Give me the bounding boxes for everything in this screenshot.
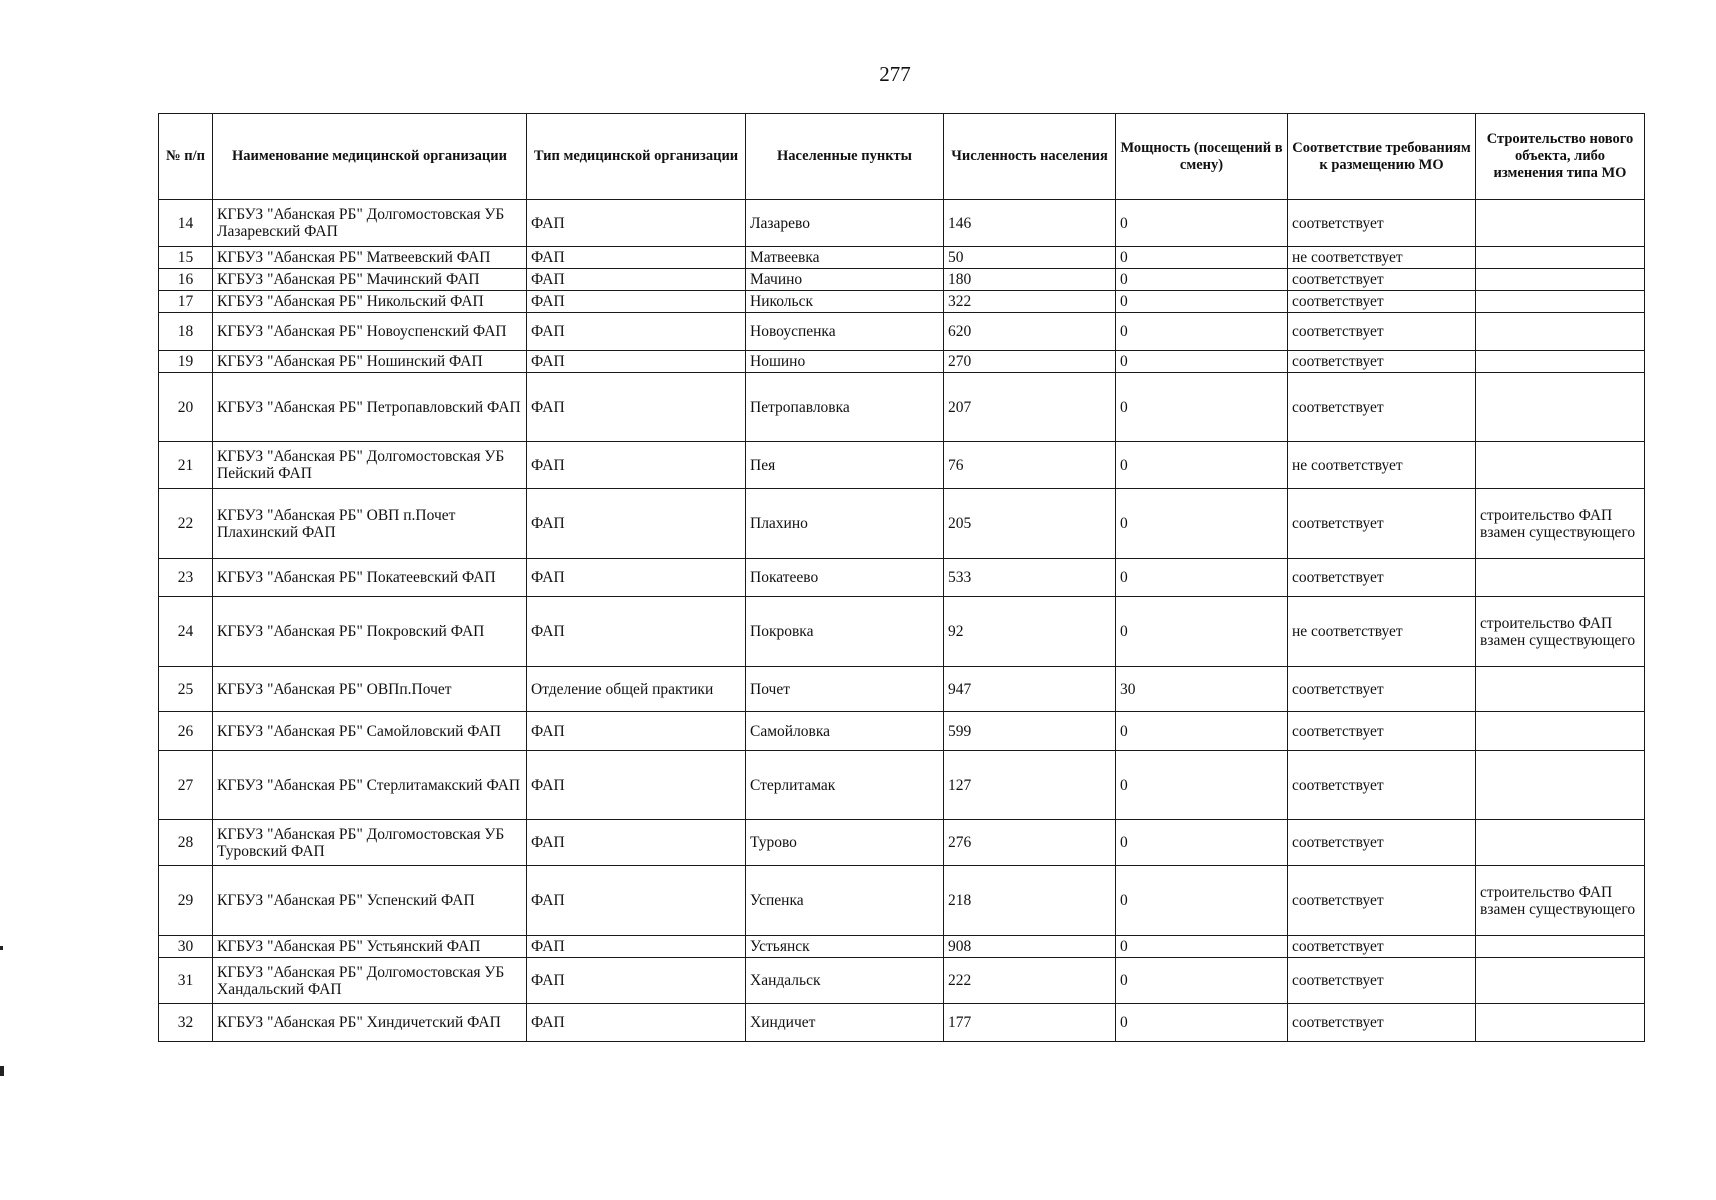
cell-capacity: 0 [1116, 200, 1288, 247]
cell-num: 22 [159, 489, 213, 559]
cell-num: 25 [159, 667, 213, 712]
cell-population: 146 [944, 200, 1116, 247]
cell-name: КГБУЗ "Абанская РБ" ОВП п.Почет Плахинский ФАП [213, 489, 527, 559]
cell-num: 20 [159, 373, 213, 442]
cell-num: 14 [159, 200, 213, 247]
cell-population: 947 [944, 667, 1116, 712]
cell-construction: строительство ФАП взамен существующего [1476, 597, 1645, 667]
cell-name: КГБУЗ "Абанская РБ" Устьянский ФАП [213, 936, 527, 958]
cell-name: КГБУЗ "Абанская РБ" Долгомостовская УБ Хандальский ФАП [213, 958, 527, 1004]
cell-population: 533 [944, 559, 1116, 597]
header-compliance: Соответствие требованиям к размещению МО [1288, 114, 1476, 200]
cell-type: ФАП [527, 291, 746, 313]
cell-type: ФАП [527, 442, 746, 489]
cell-population: 50 [944, 247, 1116, 269]
table-row [159, 866, 1645, 936]
cell-locality: Мачино [746, 269, 944, 291]
cell-num: 29 [159, 866, 213, 936]
header-capacity: Мощность (посещений в смену) [1116, 114, 1288, 200]
table-row [159, 291, 1645, 313]
cell-capacity: 0 [1116, 820, 1288, 866]
cell-name: КГБУЗ "Абанская РБ" Петропавловский ФАП [213, 373, 527, 442]
cell-capacity: 0 [1116, 712, 1288, 751]
cell-name: КГБУЗ "Абанская РБ" Никольский ФАП [213, 291, 527, 313]
cell-construction [1476, 313, 1645, 351]
table-row [159, 489, 1645, 559]
table-row [159, 820, 1645, 866]
cell-capacity: 0 [1116, 247, 1288, 269]
cell-type: ФАП [527, 559, 746, 597]
table-row [159, 351, 1645, 373]
cell-capacity: 30 [1116, 667, 1288, 712]
cell-num: 31 [159, 958, 213, 1004]
cell-name: КГБУЗ "Абанская РБ" Долгомостовская УБ Лазаревский ФАП [213, 200, 527, 247]
cell-compliance: соответствует [1288, 489, 1476, 559]
table-row [159, 269, 1645, 291]
cell-population: 218 [944, 866, 1116, 936]
cell-construction [1476, 351, 1645, 373]
cell-compliance: соответствует [1288, 866, 1476, 936]
cell-population: 620 [944, 313, 1116, 351]
cell-name: КГБУЗ "Абанская РБ" Успенский ФАП [213, 866, 527, 936]
cell-compliance: соответствует [1288, 751, 1476, 820]
cell-construction [1476, 247, 1645, 269]
cell-compliance: соответствует [1288, 936, 1476, 958]
table-row [159, 313, 1645, 351]
cell-construction [1476, 442, 1645, 489]
cell-locality: Новоуспенка [746, 313, 944, 351]
table-row [159, 200, 1645, 247]
cell-locality: Плахино [746, 489, 944, 559]
cell-compliance: соответствует [1288, 958, 1476, 1004]
cell-capacity: 0 [1116, 291, 1288, 313]
cell-population: 270 [944, 351, 1116, 373]
cell-compliance: не соответствует [1288, 442, 1476, 489]
cell-construction [1476, 373, 1645, 442]
cell-population: 207 [944, 373, 1116, 442]
cell-construction [1476, 751, 1645, 820]
cell-population: 177 [944, 1004, 1116, 1042]
header-construction: Строительство нового объекта, либо изменения типа МО [1476, 114, 1645, 200]
table-row [159, 559, 1645, 597]
cell-capacity: 0 [1116, 751, 1288, 820]
table-row [159, 442, 1645, 489]
cell-compliance: соответствует [1288, 559, 1476, 597]
cell-type: ФАП [527, 313, 746, 351]
cell-compliance: соответствует [1288, 373, 1476, 442]
cell-name: КГБУЗ "Абанская РБ" Покровский ФАП [213, 597, 527, 667]
cell-locality: Матвеевка [746, 247, 944, 269]
cell-locality: Хандальск [746, 958, 944, 1004]
cell-capacity: 0 [1116, 958, 1288, 1004]
cell-compliance: соответствует [1288, 1004, 1476, 1042]
cell-name: КГБУЗ "Абанская РБ" Покатеевский ФАП [213, 559, 527, 597]
cell-construction: строительство ФАП взамен существующего [1476, 489, 1645, 559]
scan-mark [0, 946, 3, 950]
cell-type: ФАП [527, 866, 746, 936]
cell-name: КГБУЗ "Абанская РБ" Долгомостовская УБ Туровский ФАП [213, 820, 527, 866]
cell-locality: Успенка [746, 866, 944, 936]
table-header-row [159, 114, 1645, 200]
cell-locality: Пея [746, 442, 944, 489]
cell-construction [1476, 958, 1645, 1004]
table-row [159, 751, 1645, 820]
cell-population: 276 [944, 820, 1116, 866]
cell-capacity: 0 [1116, 269, 1288, 291]
cell-compliance: соответствует [1288, 291, 1476, 313]
cell-population: 127 [944, 751, 1116, 820]
cell-capacity: 0 [1116, 442, 1288, 489]
header-population: Численность населения [944, 114, 1116, 200]
cell-population: 180 [944, 269, 1116, 291]
cell-population: 322 [944, 291, 1116, 313]
table-row [159, 712, 1645, 751]
cell-construction [1476, 200, 1645, 247]
cell-name: КГБУЗ "Абанская РБ" Мачинский ФАП [213, 269, 527, 291]
header-locality: Населенные пункты [746, 114, 944, 200]
cell-type: ФАП [527, 489, 746, 559]
table-body [159, 200, 1645, 1042]
cell-population: 92 [944, 597, 1116, 667]
table-row [159, 597, 1645, 667]
cell-num: 26 [159, 712, 213, 751]
cell-locality: Лазарево [746, 200, 944, 247]
cell-construction [1476, 712, 1645, 751]
cell-compliance: соответствует [1288, 200, 1476, 247]
cell-name: КГБУЗ "Абанская РБ" Новоуспенский ФАП [213, 313, 527, 351]
cell-construction [1476, 820, 1645, 866]
cell-name: КГБУЗ "Абанская РБ" Долгомостовская УБ Пейский ФАП [213, 442, 527, 489]
cell-compliance: соответствует [1288, 820, 1476, 866]
cell-name: КГБУЗ "Абанская РБ" Самойловский ФАП [213, 712, 527, 751]
cell-type: ФАП [527, 200, 746, 247]
cell-construction [1476, 667, 1645, 712]
cell-name: КГБУЗ "Абанская РБ" Матвеевский ФАП [213, 247, 527, 269]
cell-construction [1476, 936, 1645, 958]
cell-compliance: соответствует [1288, 313, 1476, 351]
facilities-table [158, 113, 1645, 1042]
cell-locality: Устьянск [746, 936, 944, 958]
cell-capacity: 0 [1116, 559, 1288, 597]
cell-locality: Почет [746, 667, 944, 712]
cell-num: 32 [159, 1004, 213, 1042]
cell-locality: Покатеево [746, 559, 944, 597]
cell-capacity: 0 [1116, 1004, 1288, 1042]
cell-type: ФАП [527, 820, 746, 866]
cell-type: ФАП [527, 351, 746, 373]
table-row [159, 373, 1645, 442]
cell-capacity: 0 [1116, 489, 1288, 559]
cell-name: КГБУЗ "Абанская РБ" ОВПп.Почет [213, 667, 527, 712]
cell-compliance: не соответствует [1288, 597, 1476, 667]
cell-construction [1476, 559, 1645, 597]
cell-construction [1476, 291, 1645, 313]
cell-compliance: соответствует [1288, 712, 1476, 751]
cell-locality: Петропавловка [746, 373, 944, 442]
header-type: Тип медицинской организации [527, 114, 746, 200]
header-name: Наименование медицинской организации [213, 114, 527, 200]
cell-population: 908 [944, 936, 1116, 958]
cell-locality: Ношино [746, 351, 944, 373]
cell-type: ФАП [527, 373, 746, 442]
cell-construction [1476, 1004, 1645, 1042]
cell-compliance: соответствует [1288, 667, 1476, 712]
cell-construction: строительство ФАП взамен существующего [1476, 866, 1645, 936]
cell-name: КГБУЗ "Абанская РБ" Хиндичетский ФАП [213, 1004, 527, 1042]
cell-type: ФАП [527, 958, 746, 1004]
table-row [159, 1004, 1645, 1042]
cell-num: 23 [159, 559, 213, 597]
cell-num: 27 [159, 751, 213, 820]
cell-locality: Турово [746, 820, 944, 866]
cell-capacity: 0 [1116, 351, 1288, 373]
cell-locality: Самойловка [746, 712, 944, 751]
cell-name: КГБУЗ "Абанская РБ" Стерлитамакский ФАП [213, 751, 527, 820]
table-row [159, 936, 1645, 958]
cell-locality: Стерлитамак [746, 751, 944, 820]
cell-type: Отделение общей практики [527, 667, 746, 712]
cell-compliance: не соответствует [1288, 247, 1476, 269]
cell-type: ФАП [527, 269, 746, 291]
cell-num: 30 [159, 936, 213, 958]
cell-capacity: 0 [1116, 866, 1288, 936]
cell-num: 19 [159, 351, 213, 373]
cell-num: 21 [159, 442, 213, 489]
cell-num: 18 [159, 313, 213, 351]
cell-construction [1476, 269, 1645, 291]
cell-locality: Покровка [746, 597, 944, 667]
cell-capacity: 0 [1116, 313, 1288, 351]
cell-capacity: 0 [1116, 597, 1288, 667]
cell-num: 16 [159, 269, 213, 291]
cell-num: 24 [159, 597, 213, 667]
cell-type: ФАП [527, 597, 746, 667]
cell-type: ФАП [527, 247, 746, 269]
scan-mark [0, 1066, 4, 1076]
cell-type: ФАП [527, 712, 746, 751]
cell-population: 205 [944, 489, 1116, 559]
cell-population: 599 [944, 712, 1116, 751]
table-row [159, 958, 1645, 1004]
cell-type: ФАП [527, 751, 746, 820]
cell-locality: Никольск [746, 291, 944, 313]
cell-num: 15 [159, 247, 213, 269]
table-row [159, 667, 1645, 712]
cell-num: 17 [159, 291, 213, 313]
cell-type: ФАП [527, 936, 746, 958]
cell-locality: Хиндичет [746, 1004, 944, 1042]
cell-num: 28 [159, 820, 213, 866]
table-row [159, 247, 1645, 269]
cell-type: ФАП [527, 1004, 746, 1042]
cell-name: КГБУЗ "Абанская РБ" Ношинский ФАП [213, 351, 527, 373]
cell-population: 76 [944, 442, 1116, 489]
cell-capacity: 0 [1116, 373, 1288, 442]
cell-capacity: 0 [1116, 936, 1288, 958]
cell-compliance: соответствует [1288, 351, 1476, 373]
page-number: 277 [879, 62, 911, 86]
cell-population: 222 [944, 958, 1116, 1004]
cell-compliance: соответствует [1288, 269, 1476, 291]
header-num: № п/п [159, 114, 213, 200]
